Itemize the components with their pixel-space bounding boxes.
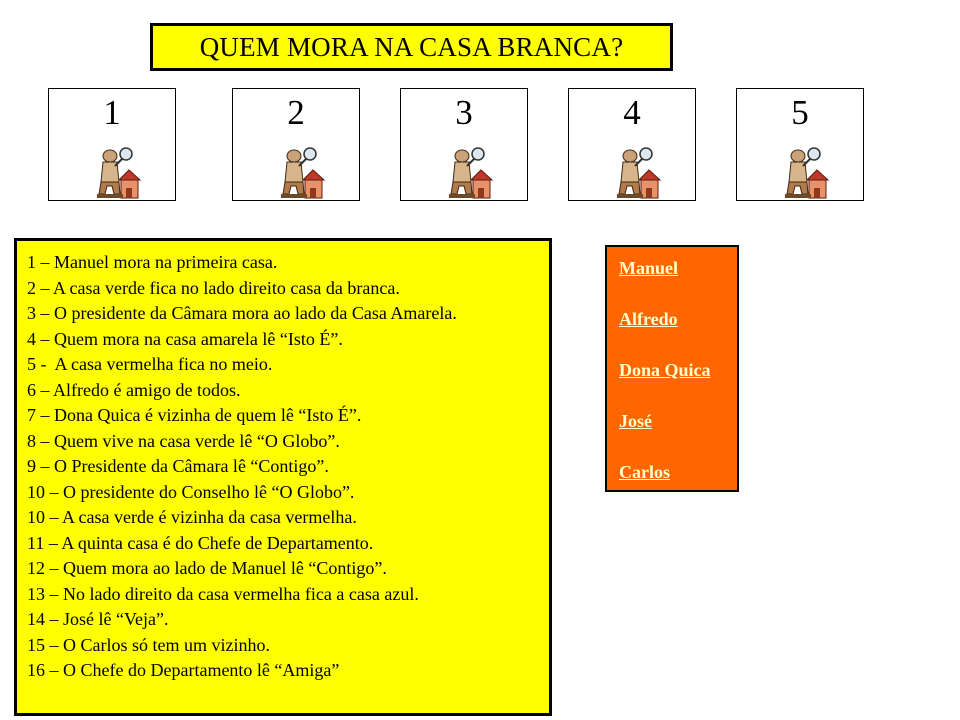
clue-item: 10 – A casa verde é vizinha da casa vermelha. <box>27 507 357 527</box>
name-link-carlos[interactable]: Carlos <box>619 462 670 482</box>
detective-house-icon <box>93 144 143 200</box>
house-box-1[interactable] <box>48 88 176 201</box>
house-box-2[interactable] <box>232 88 360 201</box>
clue-item: 1 – Manuel mora na primeira casa. <box>27 252 278 272</box>
page-title: QUEM MORA NA CASA BRANCA? <box>150 23 673 71</box>
clue-item: 16 – O Chefe do Departamento lê “Amiga” <box>27 660 340 680</box>
clue-item: 5 - A casa vermelha fica no meio. <box>27 354 273 374</box>
house-number: 2 <box>287 93 305 132</box>
name-link-dona-quica[interactable]: Dona Quica <box>619 360 711 380</box>
name-link-jose[interactable]: José <box>619 411 652 431</box>
name-link-alfredo[interactable]: Alfredo <box>619 309 678 329</box>
clue-item: 8 – Quem vive na casa verde lê “O Globo”. <box>27 430 340 451</box>
detective-house-icon <box>277 144 327 200</box>
house-box-5[interactable] <box>736 88 864 201</box>
clues-panel <box>14 238 552 716</box>
house-box-3[interactable] <box>400 88 528 201</box>
clue-item: 12 – Quem mora ao lado de Manuel lê “Contigo”. <box>27 558 387 578</box>
house-number: 4 <box>623 93 641 132</box>
clue-item: 10 – O presidente do Conselho lê “O Globo”. <box>27 481 355 502</box>
names-panel <box>605 245 739 492</box>
clue-item: 2 – A casa verde fica no lado direito casa da branca. <box>27 277 400 298</box>
detective-house-icon <box>445 144 495 200</box>
clue-item: 15 – O Carlos só tem um vizinho. <box>27 634 270 655</box>
detective-house-icon <box>613 144 663 200</box>
house-number: 5 <box>791 93 809 132</box>
name-link-manuel[interactable]: Manuel <box>619 258 679 278</box>
clue-item: 9 – O Presidente da Câmara lê “Contigo”. <box>27 456 329 476</box>
clue-item: 6 – Alfredo é amigo de todos. <box>27 379 241 400</box>
house-box-4[interactable] <box>568 88 696 201</box>
clue-item: 13 – No lado direito da casa vermelha fica a casa azul. <box>27 583 419 604</box>
clue-item: 11 – A quinta casa é do Chefe de Departamento. <box>27 532 374 553</box>
clue-item: 14 – José lê “Veja”. <box>27 609 169 629</box>
house-number: 3 <box>455 93 473 132</box>
clue-item: 7 – Dona Quica é vizinha de quem lê “Isto É”. <box>27 405 362 425</box>
clue-item: 4 – Quem mora na casa amarela lê “Isto É”. <box>27 328 343 349</box>
clue-item: 3 – O presidente da Câmara mora ao lado da Casa Amarela. <box>27 303 457 323</box>
house-number: 1 <box>103 93 121 132</box>
detective-house-icon <box>781 144 831 200</box>
